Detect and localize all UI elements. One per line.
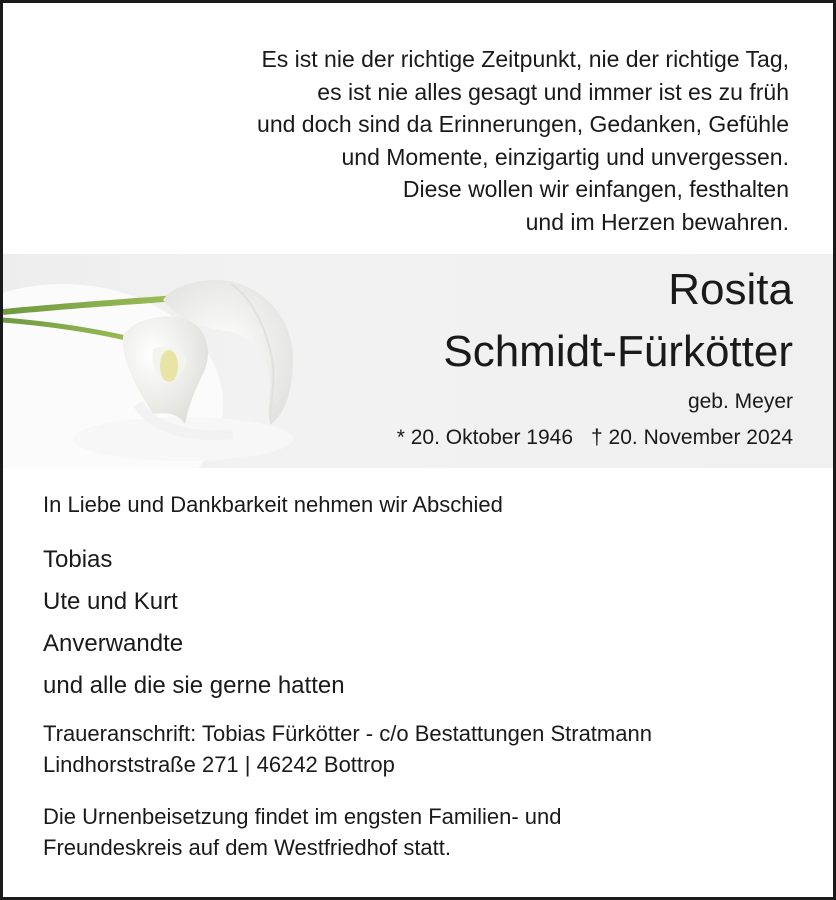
address-line: Lindhorststraße 271 | 46242 Bottrop (43, 752, 395, 777)
notice-line: Freundeskreis auf dem Westfriedhof statt. (43, 835, 451, 860)
mourners-list (43, 539, 345, 707)
poem-line: Diese wollen wir einfangen, festhalten (402, 176, 789, 202)
address-line: Traueranschrift: Tobias Fürkötter - c/o Bestattungen Stratmann (43, 721, 652, 746)
poem-line: und im Herzen bewahren. (525, 208, 789, 235)
mourner-entry: Ute und Kurt (43, 588, 178, 615)
mourning-address (43, 718, 652, 780)
name-banner (3, 254, 833, 468)
death-date: † 20. November 2024 (591, 426, 793, 449)
life-dates (397, 424, 793, 452)
burial-notice (43, 801, 562, 863)
birth-name: geb. Meyer (687, 390, 793, 413)
poem-line: und doch sind da Erinnerungen, Gedanken, Gefühle (257, 111, 789, 137)
mourner-entry: und alle die sie gerne hatten (43, 672, 345, 699)
surname: Schmidt-Fürkötter (443, 327, 793, 376)
mourner-entry: Tobias (43, 546, 113, 573)
farewell-intro: In Liebe und Dankbarkeit nehmen wir Abschied (43, 492, 503, 517)
poem (257, 43, 789, 238)
poem-line: und Momente, einzigartig und unvergessen. (341, 143, 789, 170)
poem-line: Es ist nie der richtige Zeitpunkt, nie der richtige Tag, (261, 46, 789, 72)
birth-date: * 20. Oktober 1946 (396, 426, 574, 449)
mourner-entry: Anverwandte (43, 630, 184, 657)
calla-lily-icon (3, 254, 313, 468)
poem-line: es ist nie alles gesagt und immer ist es zu früh (317, 78, 789, 105)
notice-line: Die Urnenbeisetzung findet im engsten Familien- und (43, 804, 562, 829)
first-name: Rosita (668, 265, 793, 314)
